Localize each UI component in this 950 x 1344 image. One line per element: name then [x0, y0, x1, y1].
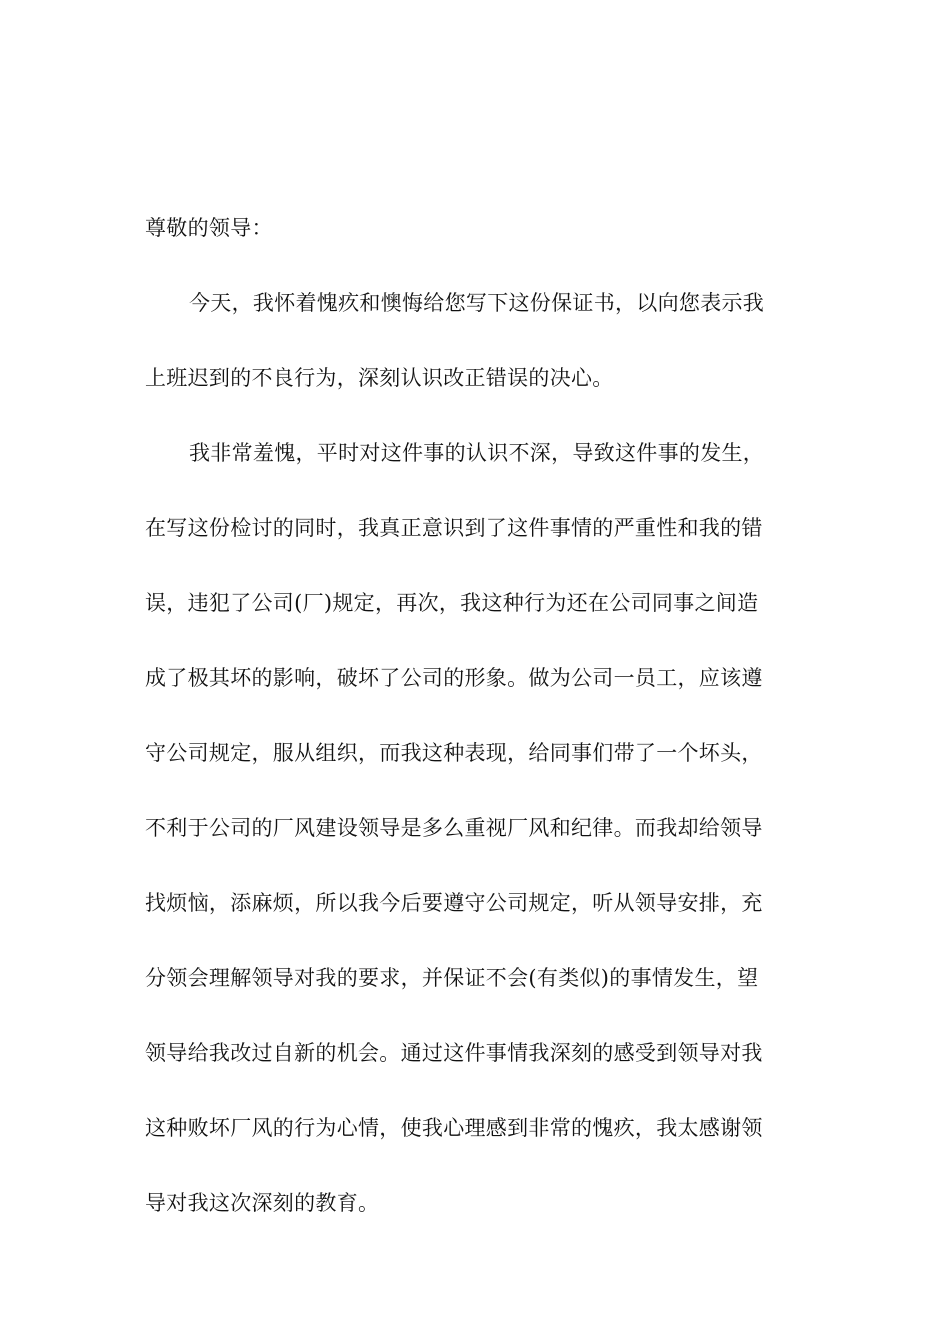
paragraph-2-line-4: 成了极其坏的影响，破坏了公司的形象。做为公司一员工，应该遵	[145, 666, 763, 690]
paragraph-2-line-6: 不利于公司的厂风建设领导是多么重视厂风和纪律。而我却给领导	[145, 816, 763, 840]
paragraph-1-line-2: 上班迟到的不良行为，深刻认识改正错误的决心。	[145, 366, 614, 390]
paragraph-2-line-9: 领导给我改过自新的机会。通过这件事情我深刻的感受到领导对我	[145, 1041, 763, 1065]
paragraph-2-line-3: 误，违犯了公司(厂)规定，再次，我这种行为还在公司同事之间造	[145, 591, 759, 615]
paragraph-1-line-1: 今天，我怀着愧疚和懊悔给您写下这份保证书，以向您表示我	[189, 291, 765, 315]
paragraph-2-line-8: 分领会理解领导对我的要求，并保证不会(有类似)的事情发生，望	[145, 966, 759, 990]
salutation: 尊敬的领导：	[145, 216, 273, 240]
paragraph-2-line-2: 在写这份检讨的同时，我真正意识到了这件事情的严重性和我的错	[145, 516, 763, 540]
paragraph-2-line-5: 守公司规定，服从组织，而我这种表现，给同事们带了一个坏头，	[145, 741, 763, 765]
paragraph-2-line-10: 这种败坏厂风的行为心情，使我心理感到非常的愧疚，我太感谢领	[145, 1116, 763, 1140]
paragraph-2-line-11: 导对我这次深刻的教育。	[145, 1191, 380, 1215]
paragraph-2-line-7: 找烦恼，添麻烦，所以我今后要遵守公司规定，听从领导安排，充	[145, 891, 763, 915]
paragraph-2-line-1: 我非常羞愧，平时对这件事的认识不深，导致这件事的发生，	[189, 441, 765, 465]
